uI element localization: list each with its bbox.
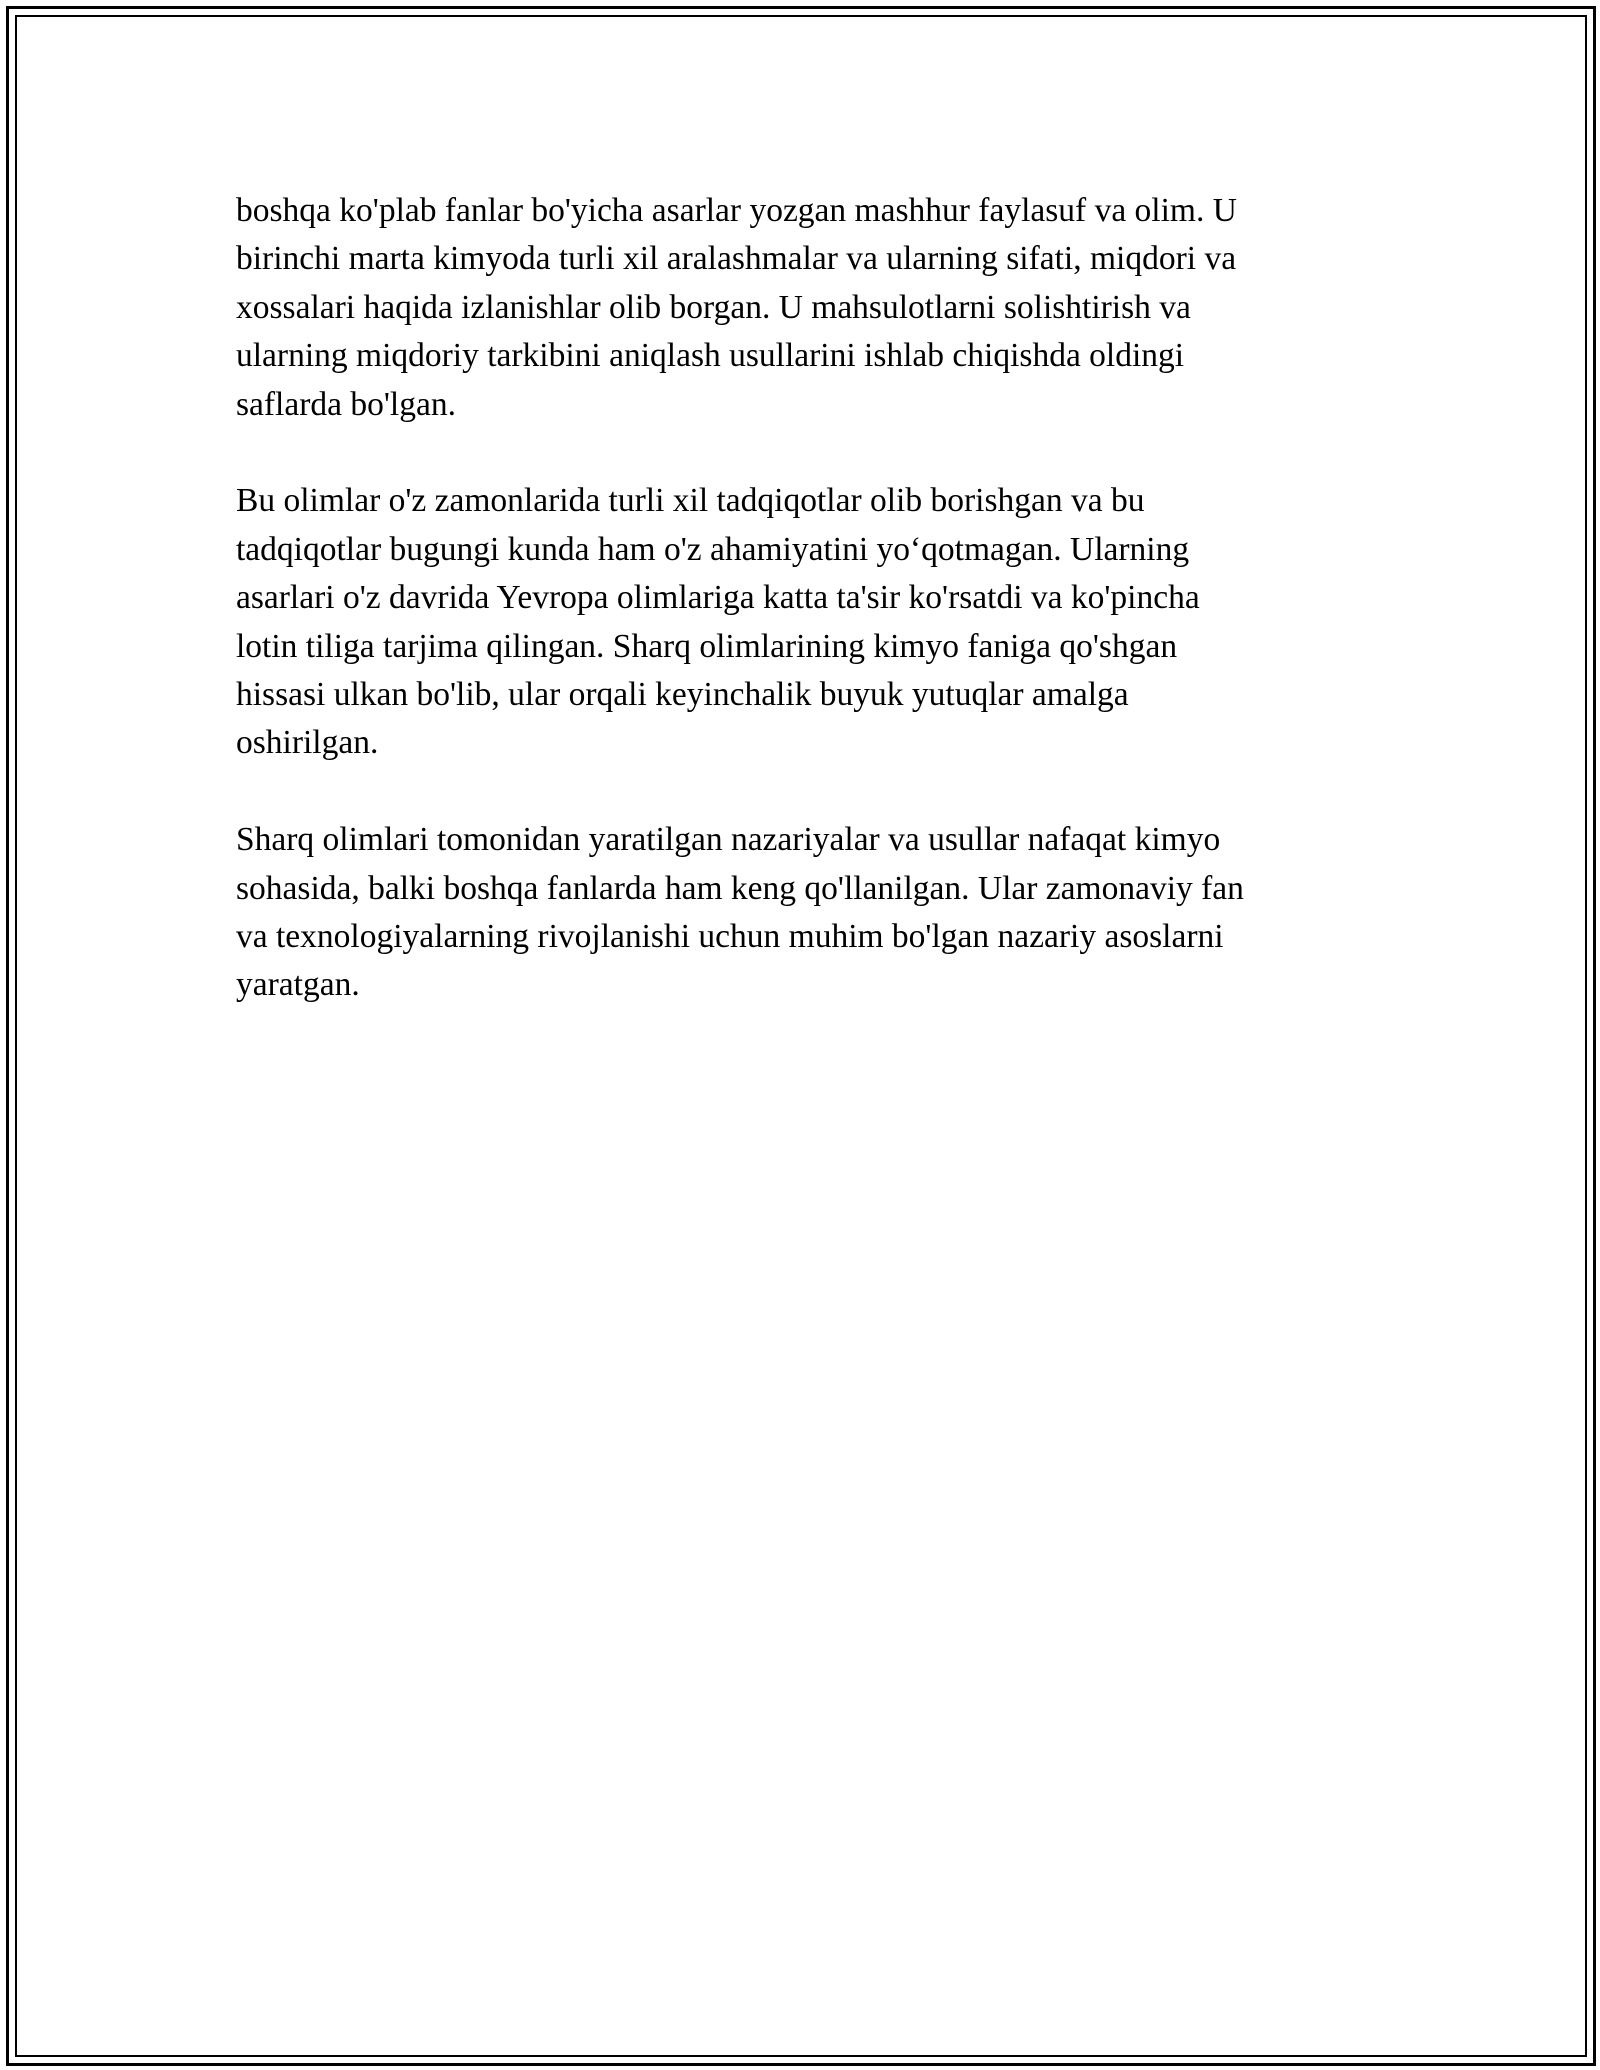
paragraph-3: Sharq olimlari tomonidan yaratilgan nazariyalar va usullar nafaqat kimyo sohasida, balki boshqa fanlarda ham keng qo'llanilgan. Ular zamonaviy fan va texnologiyalarning rivojlanishi uchun muhim bo'lgan nazariy asoslarni yaratgan. — [236, 821, 1244, 1004]
paragraph-1: boshqa ko'plab fanlar bo'yicha asarlar yozgan mashhur faylasuf va olim. U birinchi marta kimyoda turli xil aralashmalar va ularning sifati, miqdori va xossalari haqida izlanishlar olib borgan. U mahsulotlarni solishtirish va ularning miqdoriy tarkibini aniqlash usullarini ishlab chiqishda oldingi saflarda bo'lgan. — [236, 192, 1237, 423]
paragraph-2: Bu olimlar o'z zamonlarida turli xil tadqiqotlar olib borishgan va bu tadqiqotlar bugungi kunda ham o'z ahamiyatini yo‘qotmagan. Ularning asarlari o'z davrida Yevropa olimlariga katta ta'sir ko'rsatdi va ko'pincha lotin tiliga tarjima qilingan. Sharq olimlarining kimyo faniga qo'shgan hissasi ulkan bo'lib, ular orqali keyinchalik buyuk yutuqlar amalga oshirilgan. — [236, 482, 1200, 762]
page-body — [236, 187, 1376, 1058]
